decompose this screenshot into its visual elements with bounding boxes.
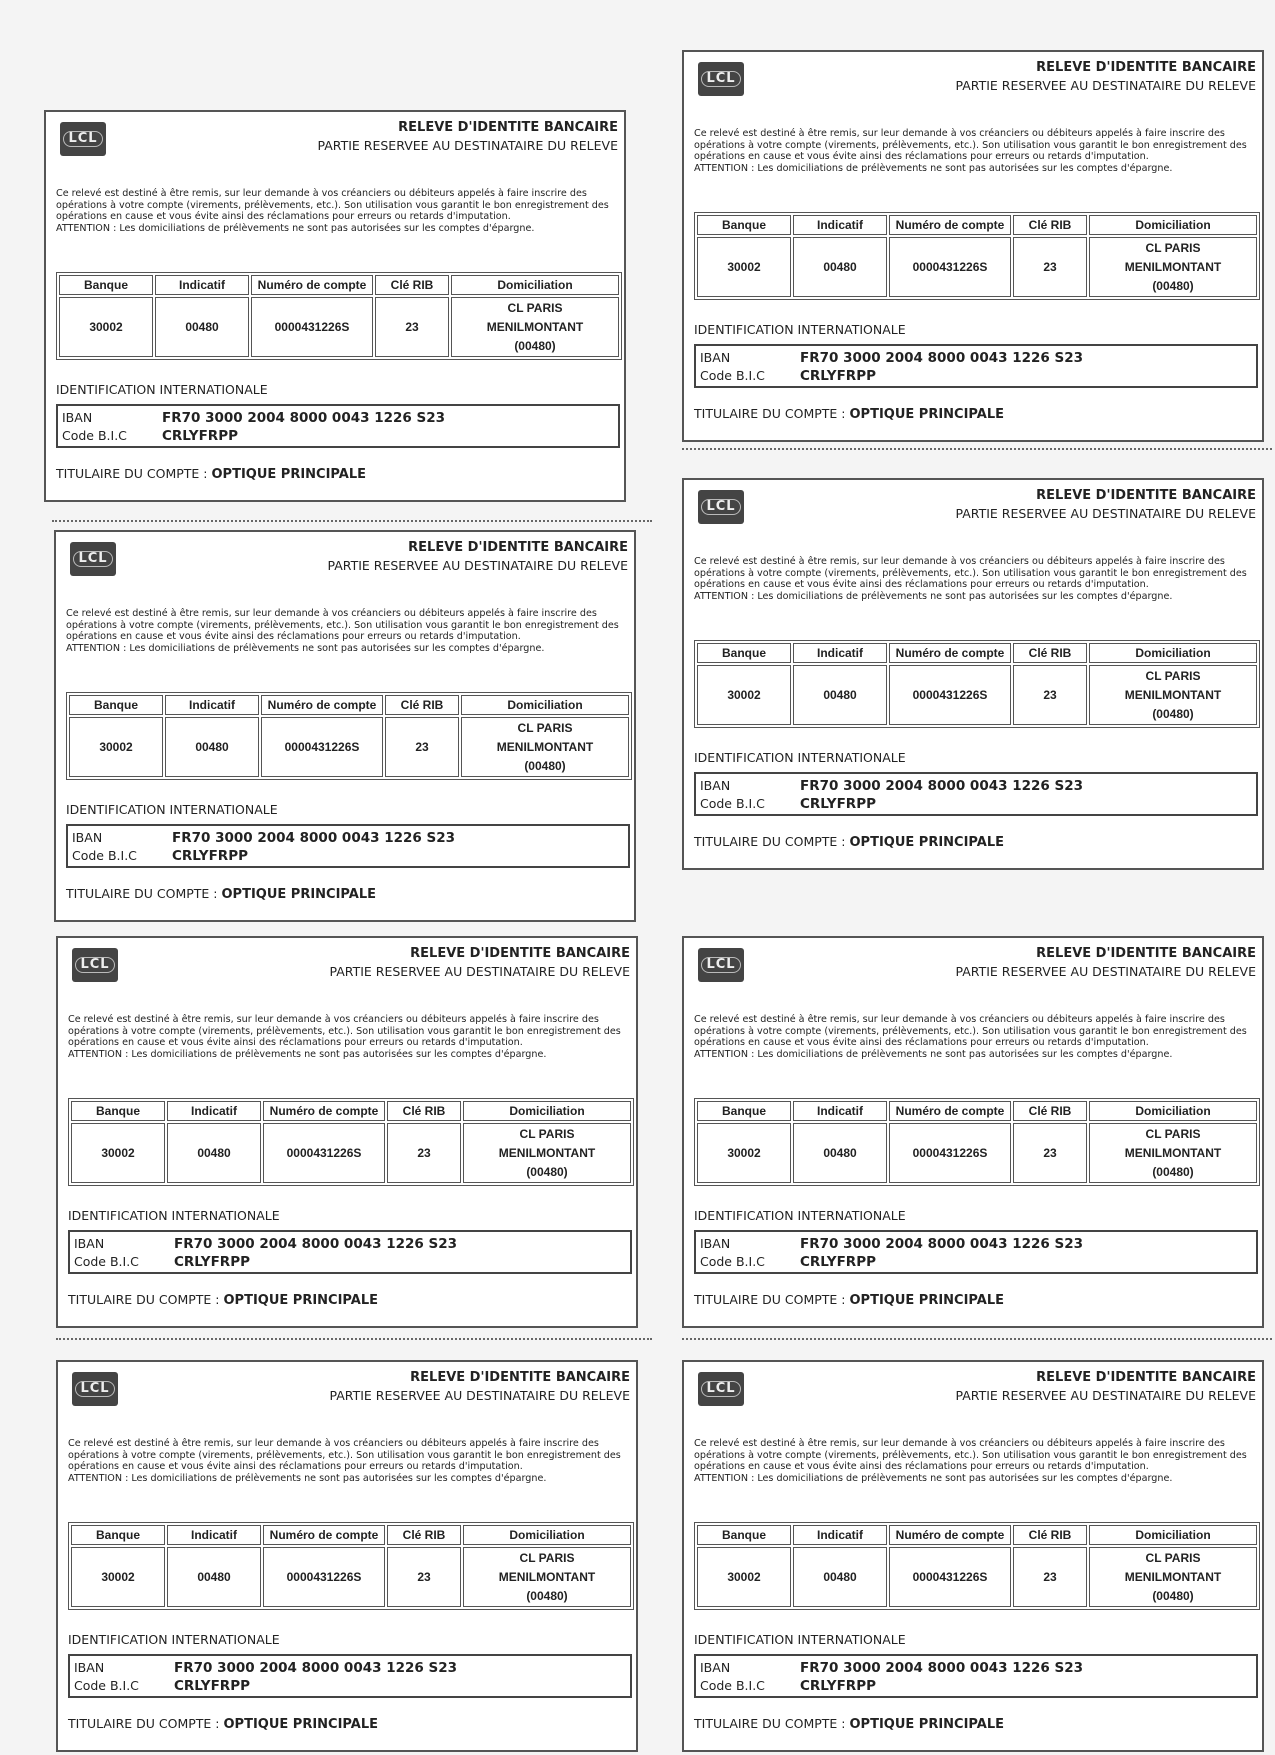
intro-text: Ce relevé est destiné à être remis, sur leur demande à vos créanciers ou débiteurs appelés à faire inscrire des opérations à votre compte (virements, prélèvements, etc.). Son utilisation vous garantit le bon enregistrement des opérations en cause et vous évite ainsi des réclamations pour erreurs ou retards d'imputation. ATTENTION : Les domiciliations de prélèvements ne sont pas autorisées sur les comptes d'épargne. [694,1438,1256,1484]
indicatif-value: 00480 [167,1547,261,1607]
bic-row: Code B.I.C CRLYFRPP [62,428,238,444]
rib-card [682,936,1264,1328]
account-holder: TITULAIRE DU COMPTE : OPTIQUE PRINCIPALE [68,1292,378,1308]
indicatif-value: 00480 [793,1123,887,1183]
card-subtitle: PARTIE RESERVEE AU DESTINATAIRE DU RELEVE [329,1388,630,1403]
header-domiciliation: Domiciliation [1089,215,1257,235]
header-compte: Numéro de compte [251,275,373,295]
iban-box [66,824,630,868]
lcl-logo: LCL [698,1372,744,1406]
indicatif-value: 00480 [793,237,887,297]
ident-title: IDENTIFICATION INTERNATIONALE [56,382,268,397]
header-domiciliation: Domiciliation [451,275,619,295]
iban-row: IBAN FR70 3000 2004 8000 0043 1226 S23 [62,410,445,426]
iban-row: IBAN FR70 3000 2004 8000 0043 1226 S23 [700,778,1083,794]
header-compte: Numéro de compte [261,695,383,715]
account-holder: TITULAIRE DU COMPTE : OPTIQUE PRINCIPALE [56,466,366,482]
bic-value: CRLYFRPP [162,428,238,444]
intro-text: Ce relevé est destiné à être remis, sur leur demande à vos créanciers ou débiteurs appelés à faire inscrire des opérations à votre compte (virements, prélèvements, etc.). Son utilisation vous garantit le bon enregistrement des opérations en cause et vous évite ainsi des réclamations pour erreurs ou retards d'imputation. ATTENTION : Les domiciliations de prélèvements ne sont pas autorisées sur les comptes d'épargne. [694,128,1256,174]
attention-text: ATTENTION : Les domiciliations de prélèvements ne sont pas autorisées sur les comptes d'épargne. [694,1472,1173,1484]
iban-box [694,344,1258,388]
cut-line [52,520,652,522]
account-holder: TITULAIRE DU COMPTE : OPTIQUE PRINCIPALE [68,1716,378,1732]
rib-table [68,1098,634,1186]
header-compte: Numéro de compte [263,1525,385,1545]
card-title: RELEVE D'IDENTITE BANCAIRE [1036,60,1256,75]
header-compte: Numéro de compte [889,1525,1011,1545]
card-subtitle: PARTIE RESERVEE AU DESTINATAIRE DU RELEVE [329,964,630,979]
domiciliation-value: CL PARIS MENILMONTANT (00480) [1089,1547,1257,1607]
compte-value: 0000431226S [261,717,383,777]
header-cle: Clé RIB [385,695,459,715]
header-banque: Banque [71,1525,165,1545]
bic-row: Code B.I.C CRLYFRPP [700,1678,876,1694]
header-compte: Numéro de compte [889,1101,1011,1121]
rib-table [694,212,1260,300]
header-cle: Clé RIB [387,1525,461,1545]
cut-line [682,1338,1272,1340]
attention-text: ATTENTION : Les domiciliations de prélèvements ne sont pas autorisées sur les comptes d'épargne. [694,1048,1173,1060]
iban-box [68,1654,632,1698]
iban-value: FR70 3000 2004 8000 0043 1226 S23 [162,410,445,426]
iban-row: IBAN FR70 3000 2004 8000 0043 1226 S23 [700,350,1083,366]
header-banque: Banque [697,1101,791,1121]
iban-box [694,772,1258,816]
compte-value: 0000431226S [889,237,1011,297]
indicatif-value: 00480 [155,297,249,357]
ident-title: IDENTIFICATION INTERNATIONALE [68,1632,280,1647]
card-title: RELEVE D'IDENTITE BANCAIRE [1036,946,1256,961]
bic-value: CRLYFRPP [174,1678,250,1694]
banque-value: 30002 [71,1547,165,1607]
rib-card [54,530,636,922]
header-cle: Clé RIB [1013,1101,1087,1121]
rib-card [44,110,626,502]
attention-text: ATTENTION : Les domiciliations de prélèvements ne sont pas autorisées sur les comptes d'épargne. [694,590,1173,602]
lcl-logo: LCL [698,948,744,982]
attention-text: ATTENTION : Les domiciliations de prélèvements ne sont pas autorisées sur les comptes d'épargne. [68,1048,547,1060]
header-cle: Clé RIB [387,1101,461,1121]
iban-value: FR70 3000 2004 8000 0043 1226 S23 [174,1236,457,1252]
domiciliation-value: CL PARIS MENILMONTANT (00480) [463,1547,631,1607]
banque-value: 30002 [69,717,163,777]
intro-text: Ce relevé est destiné à être remis, sur leur demande à vos créanciers ou débiteurs appelés à faire inscrire des opérations à votre compte (virements, prélèvements, etc.). Son utilisation vous garantit le bon enregistrement des opérations en cause et vous évite ainsi des réclamations pour erreurs ou retards d'imputation. ATTENTION : Les domiciliations de prélèvements ne sont pas autorisées sur les comptes d'épargne. [694,556,1256,602]
header-indicatif: Indicatif [793,215,887,235]
bic-value: CRLYFRPP [800,1254,876,1270]
header-domiciliation: Domiciliation [1089,1525,1257,1545]
iban-row: IBAN FR70 3000 2004 8000 0043 1226 S23 [700,1236,1083,1252]
cle-value: 23 [387,1547,461,1607]
iban-value: FR70 3000 2004 8000 0043 1226 S23 [172,830,455,846]
cle-value: 23 [1013,1547,1087,1607]
lcl-logo: LCL [60,122,106,156]
bic-row: Code B.I.C CRLYFRPP [700,1254,876,1270]
banque-value: 30002 [59,297,153,357]
intro-text: Ce relevé est destiné à être remis, sur leur demande à vos créanciers ou débiteurs appelés à faire inscrire des opérations à votre compte (virements, prélèvements, etc.). Son utilisation vous garantit le bon enregistrement des opérations en cause et vous évite ainsi des réclamations pour erreurs ou retards d'imputation. ATTENTION : Les domiciliations de prélèvements ne sont pas autorisées sur les comptes d'épargne. [68,1438,630,1484]
header-indicatif: Indicatif [167,1101,261,1121]
account-holder: TITULAIRE DU COMPTE : OPTIQUE PRINCIPALE [694,1292,1004,1308]
card-title: RELEVE D'IDENTITE BANCAIRE [408,540,628,555]
header-cle: Clé RIB [1013,215,1087,235]
rib-table [694,640,1260,728]
iban-value: FR70 3000 2004 8000 0043 1226 S23 [800,778,1083,794]
attention-text: ATTENTION : Les domiciliations de prélèvements ne sont pas autorisées sur les comptes d'épargne. [66,642,545,654]
iban-value: FR70 3000 2004 8000 0043 1226 S23 [800,350,1083,366]
bic-value: CRLYFRPP [800,368,876,384]
bic-value: CRLYFRPP [800,1678,876,1694]
bic-row: Code B.I.C CRLYFRPP [700,368,876,384]
cle-value: 23 [385,717,459,777]
attention-text: ATTENTION : Les domiciliations de prélèvements ne sont pas autorisées sur les comptes d'épargne. [68,1472,547,1484]
lcl-logo: LCL [72,1372,118,1406]
cle-value: 23 [387,1123,461,1183]
iban-value: FR70 3000 2004 8000 0043 1226 S23 [174,1660,457,1676]
rib-card [682,478,1264,870]
header-indicatif: Indicatif [167,1525,261,1545]
header-indicatif: Indicatif [793,643,887,663]
iban-row: IBAN FR70 3000 2004 8000 0043 1226 S23 [74,1660,457,1676]
header-banque: Banque [697,1525,791,1545]
header-compte: Numéro de compte [889,215,1011,235]
account-holder: TITULAIRE DU COMPTE : OPTIQUE PRINCIPALE [66,886,376,902]
domiciliation-value: CL PARIS MENILMONTANT (00480) [461,717,629,777]
attention-text: ATTENTION : Les domiciliations de prélèvements ne sont pas autorisées sur les comptes d'épargne. [56,222,535,234]
indicatif-value: 00480 [793,665,887,725]
lcl-logo: LCL [72,948,118,982]
lcl-logo: LCL [70,542,116,576]
card-subtitle: PARTIE RESERVEE AU DESTINATAIRE DU RELEVE [955,506,1256,521]
compte-value: 0000431226S [889,1547,1011,1607]
indicatif-value: 00480 [793,1547,887,1607]
header-cle: Clé RIB [1013,1525,1087,1545]
iban-row: IBAN FR70 3000 2004 8000 0043 1226 S23 [74,1236,457,1252]
domiciliation-value: CL PARIS MENILMONTANT (00480) [451,297,619,357]
iban-box [694,1654,1258,1698]
compte-value: 0000431226S [263,1123,385,1183]
card-subtitle: PARTIE RESERVEE AU DESTINATAIRE DU RELEVE [317,138,618,153]
cle-value: 23 [375,297,449,357]
header-domiciliation: Domiciliation [463,1101,631,1121]
cle-value: 23 [1013,665,1087,725]
compte-value: 0000431226S [263,1547,385,1607]
attention-text: ATTENTION : Les domiciliations de prélèvements ne sont pas autorisées sur les comptes d'épargne. [694,162,1173,174]
intro-text: Ce relevé est destiné à être remis, sur leur demande à vos créanciers ou débiteurs appelés à faire inscrire des opérations à votre compte (virements, prélèvements, etc.). Son utilisation vous garantit le bon enregistrement des opérations en cause et vous évite ainsi des réclamations pour erreurs ou retards d'imputation. ATTENTION : Les domiciliations de prélèvements ne sont pas autorisées sur les comptes d'épargne. [68,1014,630,1060]
domiciliation-value: CL PARIS MENILMONTANT (00480) [1089,1123,1257,1183]
banque-value: 30002 [71,1123,165,1183]
header-domiciliation: Domiciliation [1089,643,1257,663]
iban-value: FR70 3000 2004 8000 0043 1226 S23 [800,1236,1083,1252]
header-compte: Numéro de compte [889,643,1011,663]
rib-table [66,692,632,780]
domiciliation-value: CL PARIS MENILMONTANT (00480) [1089,665,1257,725]
intro-text: Ce relevé est destiné à être remis, sur leur demande à vos créanciers ou débiteurs appelés à faire inscrire des opérations à votre compte (virements, prélèvements, etc.). Son utilisation vous garantit le bon enregistrement des opérations en cause et vous évite ainsi des réclamations pour erreurs ou retards d'imputation. ATTENTION : Les domiciliations de prélèvements ne sont pas autorisées sur les comptes d'épargne. [56,188,618,234]
compte-value: 0000431226S [251,297,373,357]
compte-value: 0000431226S [889,1123,1011,1183]
header-domiciliation: Domiciliation [1089,1101,1257,1121]
rib-table [56,272,622,360]
header-cle: Clé RIB [1013,643,1087,663]
header-banque: Banque [69,695,163,715]
ident-title: IDENTIFICATION INTERNATIONALE [694,322,906,337]
header-domiciliation: Domiciliation [463,1525,631,1545]
header-banque: Banque [697,643,791,663]
domiciliation-value: CL PARIS MENILMONTANT (00480) [463,1123,631,1183]
card-subtitle: PARTIE RESERVEE AU DESTINATAIRE DU RELEVE [955,78,1256,93]
bic-row: Code B.I.C CRLYFRPP [74,1254,250,1270]
card-title: RELEVE D'IDENTITE BANCAIRE [410,946,630,961]
bic-row: Code B.I.C CRLYFRPP [74,1678,250,1694]
rib-card [682,50,1264,442]
header-compte: Numéro de compte [263,1101,385,1121]
iban-box [694,1230,1258,1274]
banque-value: 30002 [697,1547,791,1607]
card-subtitle: PARTIE RESERVEE AU DESTINATAIRE DU RELEVE [327,558,628,573]
card-title: RELEVE D'IDENTITE BANCAIRE [410,1370,630,1385]
bic-value: CRLYFRPP [800,796,876,812]
header-domiciliation: Domiciliation [461,695,629,715]
indicatif-value: 00480 [165,717,259,777]
header-indicatif: Indicatif [165,695,259,715]
card-title: RELEVE D'IDENTITE BANCAIRE [1036,488,1256,503]
banque-value: 30002 [697,665,791,725]
card-subtitle: PARTIE RESERVEE AU DESTINATAIRE DU RELEVE [955,964,1256,979]
account-holder: TITULAIRE DU COMPTE : OPTIQUE PRINCIPALE [694,834,1004,850]
header-indicatif: Indicatif [793,1525,887,1545]
cut-line [682,448,1272,450]
indicatif-value: 00480 [167,1123,261,1183]
domiciliation-value: CL PARIS MENILMONTANT (00480) [1089,237,1257,297]
header-cle: Clé RIB [375,275,449,295]
account-holder: TITULAIRE DU COMPTE : OPTIQUE PRINCIPALE [694,406,1004,422]
rib-card [56,936,638,1328]
card-title: RELEVE D'IDENTITE BANCAIRE [398,120,618,135]
bic-row: Code B.I.C CRLYFRPP [700,796,876,812]
rib-table [694,1522,1260,1610]
header-indicatif: Indicatif [155,275,249,295]
ident-title: IDENTIFICATION INTERNATIONALE [694,750,906,765]
iban-box [68,1230,632,1274]
iban-box [56,404,620,448]
banque-value: 30002 [697,1123,791,1183]
ident-title: IDENTIFICATION INTERNATIONALE [694,1632,906,1647]
rib-table [68,1522,634,1610]
cle-value: 23 [1013,237,1087,297]
rib-card [682,1360,1264,1752]
header-banque: Banque [71,1101,165,1121]
header-indicatif: Indicatif [793,1101,887,1121]
account-holder: TITULAIRE DU COMPTE : OPTIQUE PRINCIPALE [694,1716,1004,1732]
cle-value: 23 [1013,1123,1087,1183]
intro-text: Ce relevé est destiné à être remis, sur leur demande à vos créanciers ou débiteurs appelés à faire inscrire des opérations à votre compte (virements, prélèvements, etc.). Son utilisation vous garantit le bon enregistrement des opérations en cause et vous évite ainsi des réclamations pour erreurs ou retards d'imputation. ATTENTION : Les domiciliations de prélèvements ne sont pas autorisées sur les comptes d'épargne. [694,1014,1256,1060]
rib-card [56,1360,638,1752]
ident-title: IDENTIFICATION INTERNATIONALE [68,1208,280,1223]
banque-value: 30002 [697,237,791,297]
iban-row: IBAN FR70 3000 2004 8000 0043 1226 S23 [700,1660,1083,1676]
ident-title: IDENTIFICATION INTERNATIONALE [694,1208,906,1223]
intro-text: Ce relevé est destiné à être remis, sur leur demande à vos créanciers ou débiteurs appelés à faire inscrire des opérations à votre compte (virements, prélèvements, etc.). Son utilisation vous garantit le bon enregistrement des opérations en cause et vous évite ainsi des réclamations pour erreurs ou retards d'imputation. ATTENTION : Les domiciliations de prélèvements ne sont pas autorisées sur les comptes d'épargne. [66,608,628,654]
lcl-logo: LCL [698,62,744,96]
cut-line [56,1338,652,1340]
header-banque: Banque [697,215,791,235]
bic-row: Code B.I.C CRLYFRPP [72,848,248,864]
iban-row: IBAN FR70 3000 2004 8000 0043 1226 S23 [72,830,455,846]
bic-value: CRLYFRPP [174,1254,250,1270]
bic-value: CRLYFRPP [172,848,248,864]
iban-value: FR70 3000 2004 8000 0043 1226 S23 [800,1660,1083,1676]
header-banque: Banque [59,275,153,295]
ident-title: IDENTIFICATION INTERNATIONALE [66,802,278,817]
card-title: RELEVE D'IDENTITE BANCAIRE [1036,1370,1256,1385]
card-subtitle: PARTIE RESERVEE AU DESTINATAIRE DU RELEVE [955,1388,1256,1403]
rib-table [694,1098,1260,1186]
compte-value: 0000431226S [889,665,1011,725]
lcl-logo: LCL [698,490,744,524]
